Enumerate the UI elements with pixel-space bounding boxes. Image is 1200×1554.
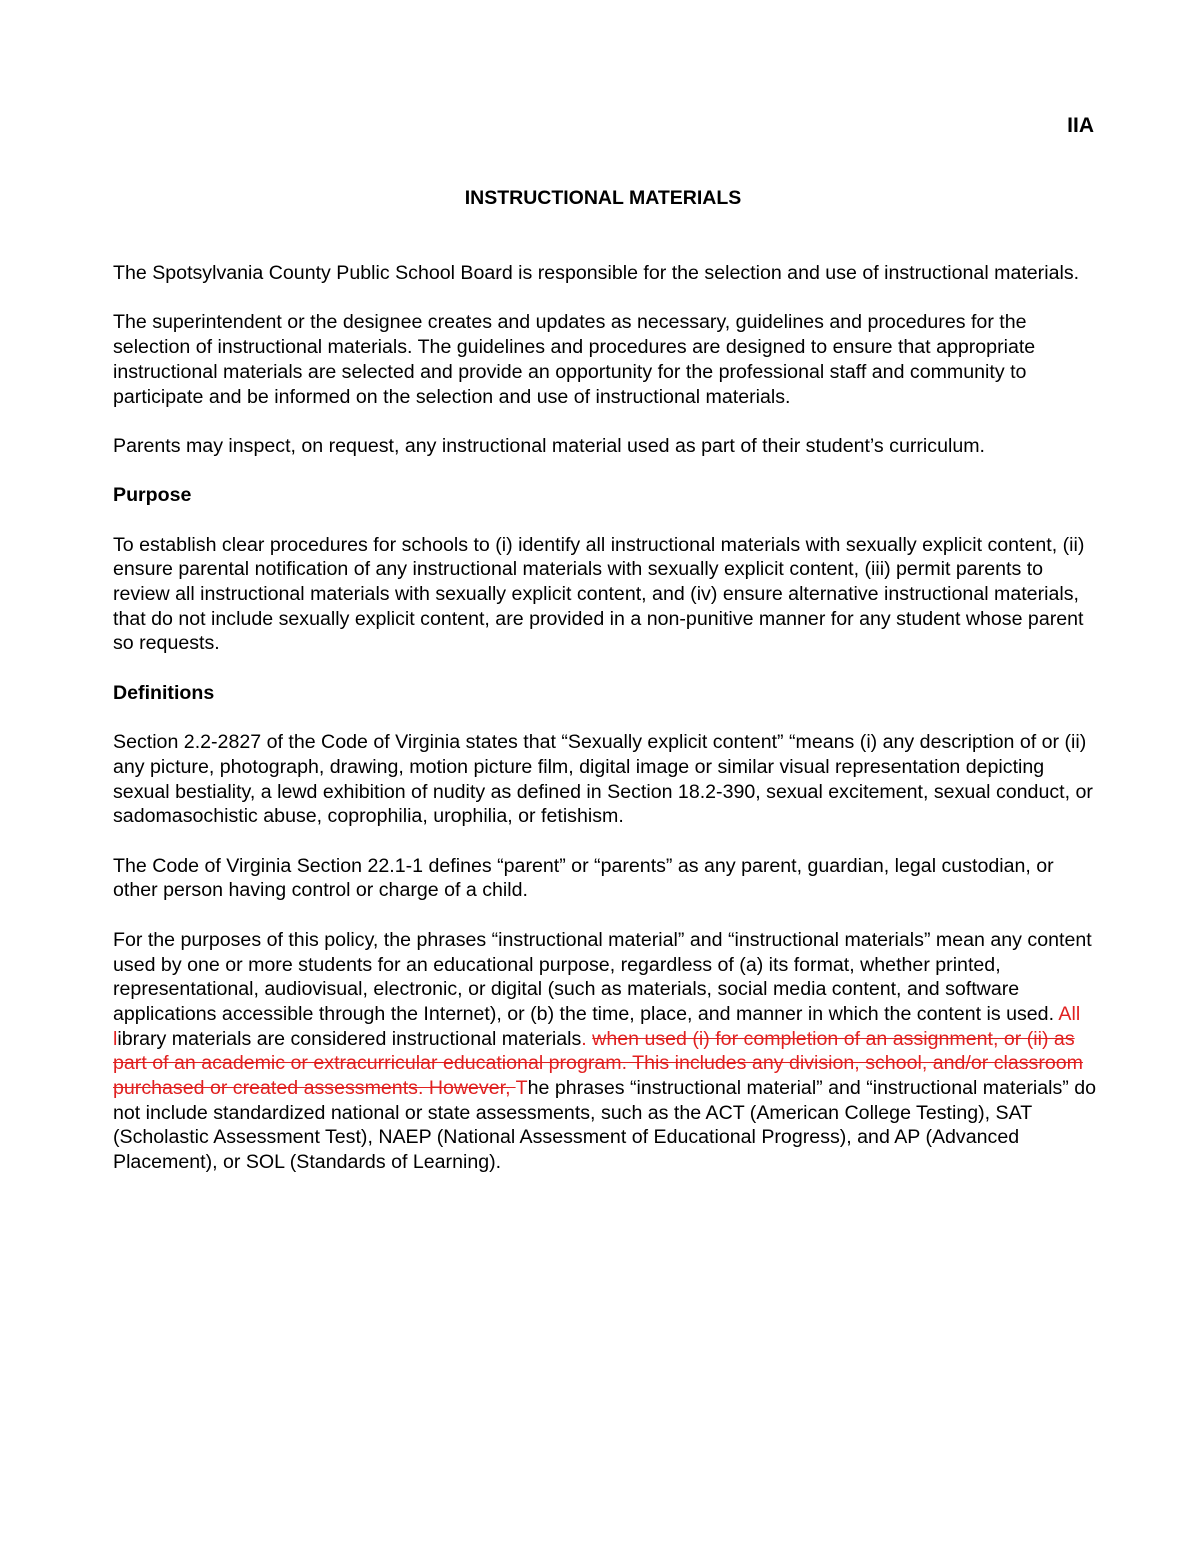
inserted-revision-all-library: All l <box>113 1002 1081 1050</box>
intro-paragraph-parent-inspection: Parents may inspect, on request, any instructional material used as part of their student’s curriculum. <box>113 434 985 457</box>
purpose-paragraph: To establish clear procedures for schools to (i) identify all instructional materials with sexually explicit content, (ii) ensure parental notification of any instructional materials with sexually explicit content, (iii) permit parents to review all instructional materials with sexually explicit content, and (iv) ensure alternative instructional materials, that do not include sexually explicit content, are provided in a non-punitive manner for any student whose parent so requests. <box>113 533 1085 655</box>
definition-parent: The Code of Virginia Section 22.1-1 defines “parent” or “parents” as any parent, guardian, legal custodian, or other person having control or charge of a child. <box>113 854 1054 902</box>
definitions-heading: Definitions <box>113 681 215 704</box>
policy-code: IIA <box>1067 114 1094 137</box>
page-title: INSTRUCTIONAL MATERIALS <box>464 187 742 209</box>
inserted-revision-capital-t: T <box>515 1077 528 1100</box>
deleted-revision-text: when used (i) for completion of an assignment, or (ii) as part of an academic or extracurricular educational program. This includes any division, school, and/or classroom purchased or created assessments. However, <box>113 1027 1083 1100</box>
definition-instructional-materials <box>113 928 1103 1175</box>
inserted-revision-period: . <box>581 1027 593 1050</box>
definition-sexually-explicit-content: Section 2.2-2827 of the Code of Virginia states that “Sexually explicit content” “means (i) any description of or (ii) any picture, photograph, drawing, motion picture film, digital image or similar visual representation depicting sexual bestiality, a lewd exhibition of nudity as defined in Section 18.2-390, sexual excitement, sexual conduct, or sadomasochistic abuse, coprophilia, urophilia, or fetishism. <box>113 731 1093 828</box>
document-body <box>113 261 1103 1200</box>
purpose-heading: Purpose <box>113 484 192 507</box>
intro-paragraph-responsibility: The Spotsylvania County Public School Board is responsible for the selection and use of instructional materials. <box>113 262 1080 284</box>
definition-text-part-1: For the purposes of this policy, the phrases “instructional material” and “instructional materials” mean any content used by one or more students for an educational purpose, regardless of (a) its format, whether printed, representational, audiovisual, electronic, or digital (such as materials, social media content, and software applications accessible through the Internet), or (b) the time, place, and manner in which the content is used. <box>113 928 1092 1025</box>
definition-text-part-2: ibrary materials are considered instructional materials <box>117 1027 582 1050</box>
intro-paragraph-guidelines: The superintendent or the designee creates and updates as necessary, guidelines and procedures for the selection of instructional materials. The guidelines and procedures are designed to ensure that appropriate instructional materials are selected and provide an opportunity for the professional staff and community to participate and be informed on the selection and use of instructional materials. <box>113 311 1036 408</box>
definition-text-part-3: he phrases “instructional material” and “instructional materials” do not include standardized national or state assessments, such as the ACT (American College Testing), SAT (Scholastic Assessment Test), NAEP (National Assessment of Educational Progress), and AP (Advanced Placement), or SOL (Standards of Learning). <box>113 1077 1097 1174</box>
